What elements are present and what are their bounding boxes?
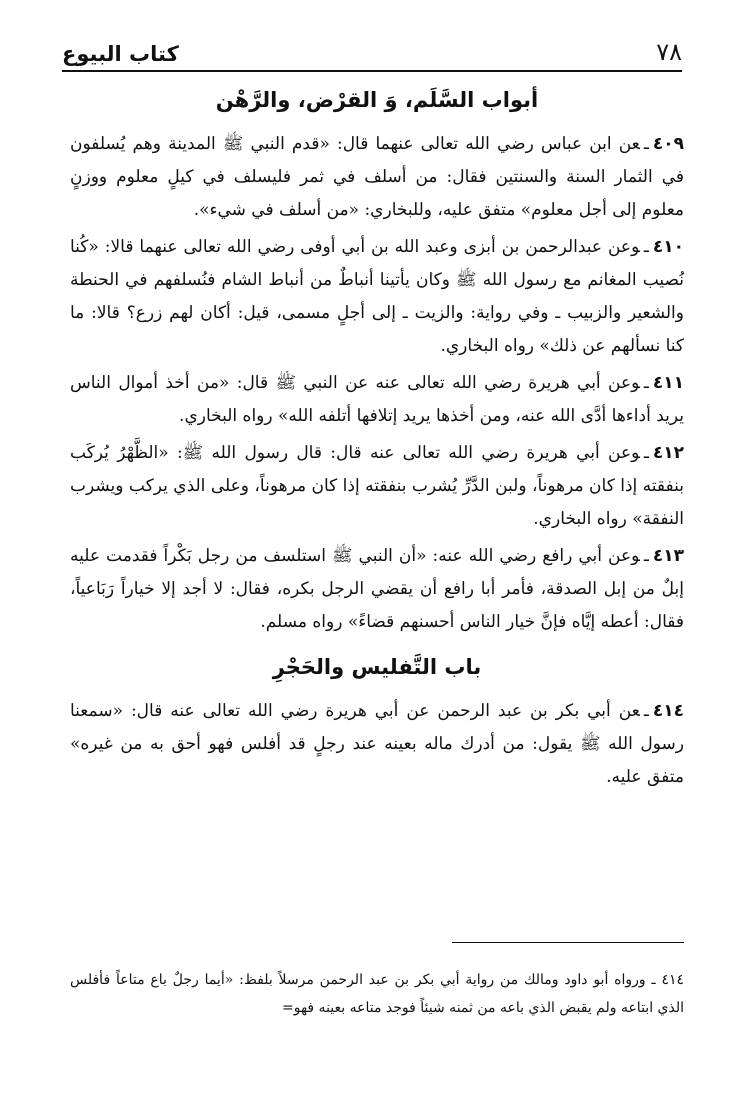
running-header bbox=[62, 32, 682, 72]
hadith-text: وعن أبي هريرة رضي الله تعالى عنه عن النبي ﷺ قال: «من أخذ أموال الناس يريد أداءها أدَّى الله عنه، ومن أخذها يريد إتلافها أتلفه الله» رواه البخاري. bbox=[70, 373, 684, 426]
hadith-number: ٤١٤ bbox=[652, 701, 684, 721]
footnote-number: ٤١٤ bbox=[661, 972, 685, 988]
hadith-414 bbox=[70, 695, 684, 794]
hadith-411 bbox=[70, 367, 684, 433]
footnote-divider bbox=[452, 942, 684, 943]
section-title-salam-qard-rahn: أبواب السَّلَم، وَ القرْض، والرَّهْن bbox=[215, 88, 539, 112]
footnote-414 bbox=[70, 966, 684, 1022]
hadith-text: وعن أبي رافع رضي الله عنه: «أن النبي ﷺ استلسف من رجل بَكْراً فقدمت عليه إبلٌ من إبل الصدقة، فأمر أبا رافع أن يقضي الرجل بكره، فقال: لا أجد إلا خياراً رَبَاعياً، فقال: أعطه إيَّاه فإنَّ خيار الناس أحسنهم قضاءً» رواه مسلم. bbox=[70, 546, 684, 632]
hadith-text: وعن أبي هريرة رضي الله تعالى عنه قال: قال رسول الله ﷺ: «الظَّهْرُ يُركَب بنفقته إذا كان مرهوناً، ولبن الدَّرِّ يُشرب بنفقته إذا كان مرهوناً، وعلى الذي يركب ويشرب النفقة» رواه البخاري. bbox=[70, 443, 684, 529]
hadith-number: ٤١٠ bbox=[652, 237, 684, 257]
hadith-412 bbox=[70, 437, 684, 536]
hadith-number: ٤١٣ bbox=[652, 546, 684, 566]
running-title: كتاب البيوع bbox=[62, 42, 179, 66]
hadith-number: ٤١١ bbox=[652, 373, 684, 393]
hadith-number: ٤٠٩ bbox=[652, 134, 684, 154]
hadith-410 bbox=[70, 231, 684, 363]
page-number: ٧٨ bbox=[656, 38, 682, 66]
main-content bbox=[70, 84, 684, 798]
hadith-413 bbox=[70, 540, 684, 639]
hadith-text: عن ابن عباس رضي الله تعالى عنهما قال: «قدم النبي ﷺ المدينة وهم يُسلفون في الثمار السنة والسنتين فقال: من أسلف في ثمر فليسلف في كيلٍ معلوم ووزنٍ معلوم إلى أجل معلوم» متفق عليه، وللبخاري: «من أسلف في شيء». bbox=[70, 134, 684, 220]
hadith-text: عن أبي بكر بن عبد الرحمن عن أبي هريرة رضي الله تعالى عنه قال: «سمعنا رسول الله ﷺ يقول: من أدرك ماله بعينه عند رجلٍ قد أفلس فهو أحق به من غيره» متفق عليه. bbox=[70, 701, 684, 787]
separator-dash: ـ bbox=[643, 443, 649, 463]
hadith-text: وعن عبدالرحمن بن أبزى وعبد الله بن أبي أوفى رضي الله تعالى عنهما قالا: «كُنا نُصيب المغانم مع رسول الله ﷺ وكان يأتينا أنباطٌ من أنباط الشام فنُسلفهم في الحنطة والشعير والزبيب ـ وفي رواية: والزيت ـ إلى أجلٍ مسمى، قيل: أكان لهم زرع؟ قالا: ما كنا نسألهم عن ذلك» رواه البخاري. bbox=[70, 237, 684, 356]
hadith-number: ٤١٢ bbox=[652, 443, 684, 463]
separator-dash: ـ bbox=[651, 972, 656, 988]
footnote-text: ورواه أبو داود ومالك من رواية أبي بكر بن عبد الرحمن مرسلاً بلفظ: «أيما رجلٌ باع متاعاً فأفلس الذي ابتاعه ولم يقبض الذي باعه من ثمنه شيئاً فوجد متاعه بعينه فهو= bbox=[70, 972, 684, 1016]
separator-dash: ـ bbox=[643, 373, 649, 393]
separator-dash: ـ bbox=[643, 134, 649, 154]
separator-dash: ـ bbox=[643, 546, 649, 566]
hadith-409 bbox=[70, 128, 684, 227]
separator-dash: ـ bbox=[643, 701, 649, 721]
separator-dash: ـ bbox=[643, 237, 649, 257]
section-title-taflis-hajr: باب التَّفليس والحَجْرِ bbox=[272, 655, 482, 679]
